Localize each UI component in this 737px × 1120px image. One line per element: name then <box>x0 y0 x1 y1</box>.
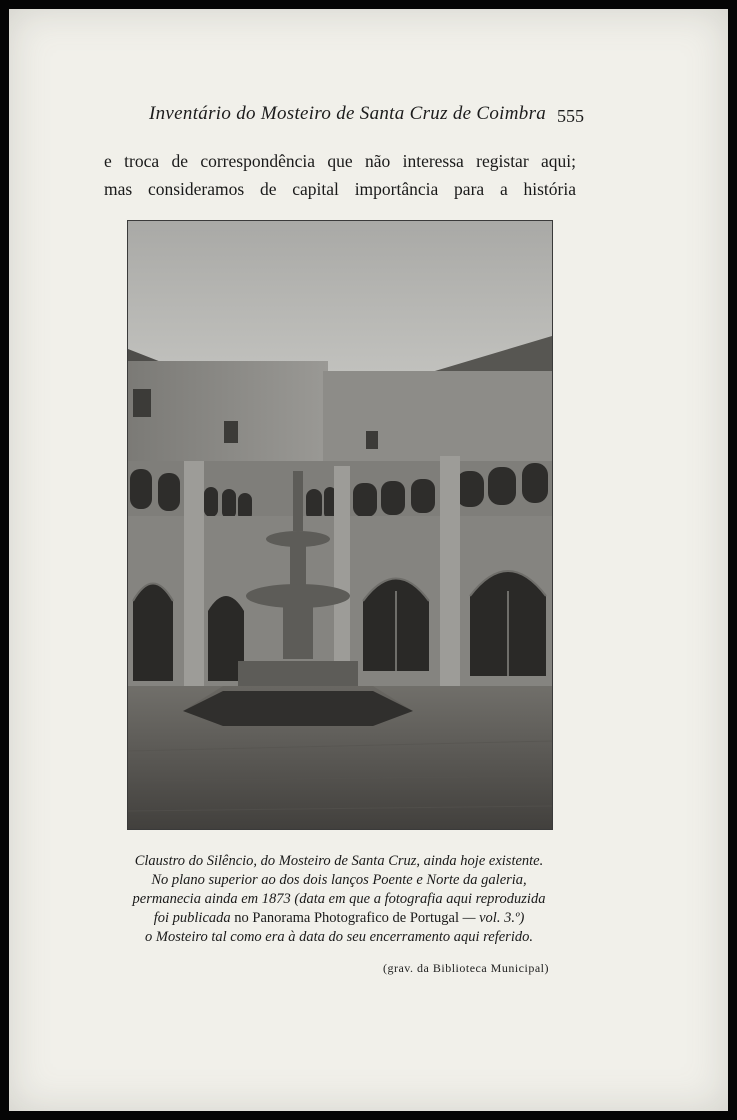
running-header-title: Inventário do Mosteiro de Santa Cruz de Coimbra <box>149 103 547 124</box>
caption-line-5: o Mosteiro tal como era à data do seu encerramento aqui referido. <box>145 929 533 945</box>
caption-line-3 <box>94 890 584 909</box>
image-credit: (grav. da Biblioteca Municipal) <box>382 961 549 975</box>
body-line-1: e troca de correspondência que não interessa registar aqui; <box>104 151 576 171</box>
caption-line-4-a: foi publicada <box>153 910 231 926</box>
caption-line-1: Claustro do Silêncio, do Mosteiro de Santa Cruz, ainda hoje existente. <box>134 853 544 869</box>
caption-year: 1873 <box>261 891 291 907</box>
body-line-2: mas consideramos de capital importância para a história <box>104 179 576 199</box>
caption-line-4-d: — vol. 3.º) <box>458 910 525 926</box>
book-page <box>9 9 728 1111</box>
cloister-photograph <box>127 220 553 830</box>
caption-line-3-a: permanecia ainda em <box>132 891 262 907</box>
caption-line-4 <box>94 909 584 928</box>
running-header <box>149 103 589 125</box>
photo-caption <box>94 852 584 947</box>
caption-line-3-b: (data em que a fotografia aqui reproduzida <box>290 891 546 907</box>
caption-publication-title: Panorama Photografico de Portugal <box>252 910 459 926</box>
page-number: 555 <box>557 106 584 126</box>
caption-line-2: No plano superior ao dos dois lanços Poente e Norte da galeria, <box>151 872 527 888</box>
caption-line-4-b: no <box>230 910 253 926</box>
body-text <box>104 147 576 203</box>
cloister-photo-image <box>128 221 552 829</box>
